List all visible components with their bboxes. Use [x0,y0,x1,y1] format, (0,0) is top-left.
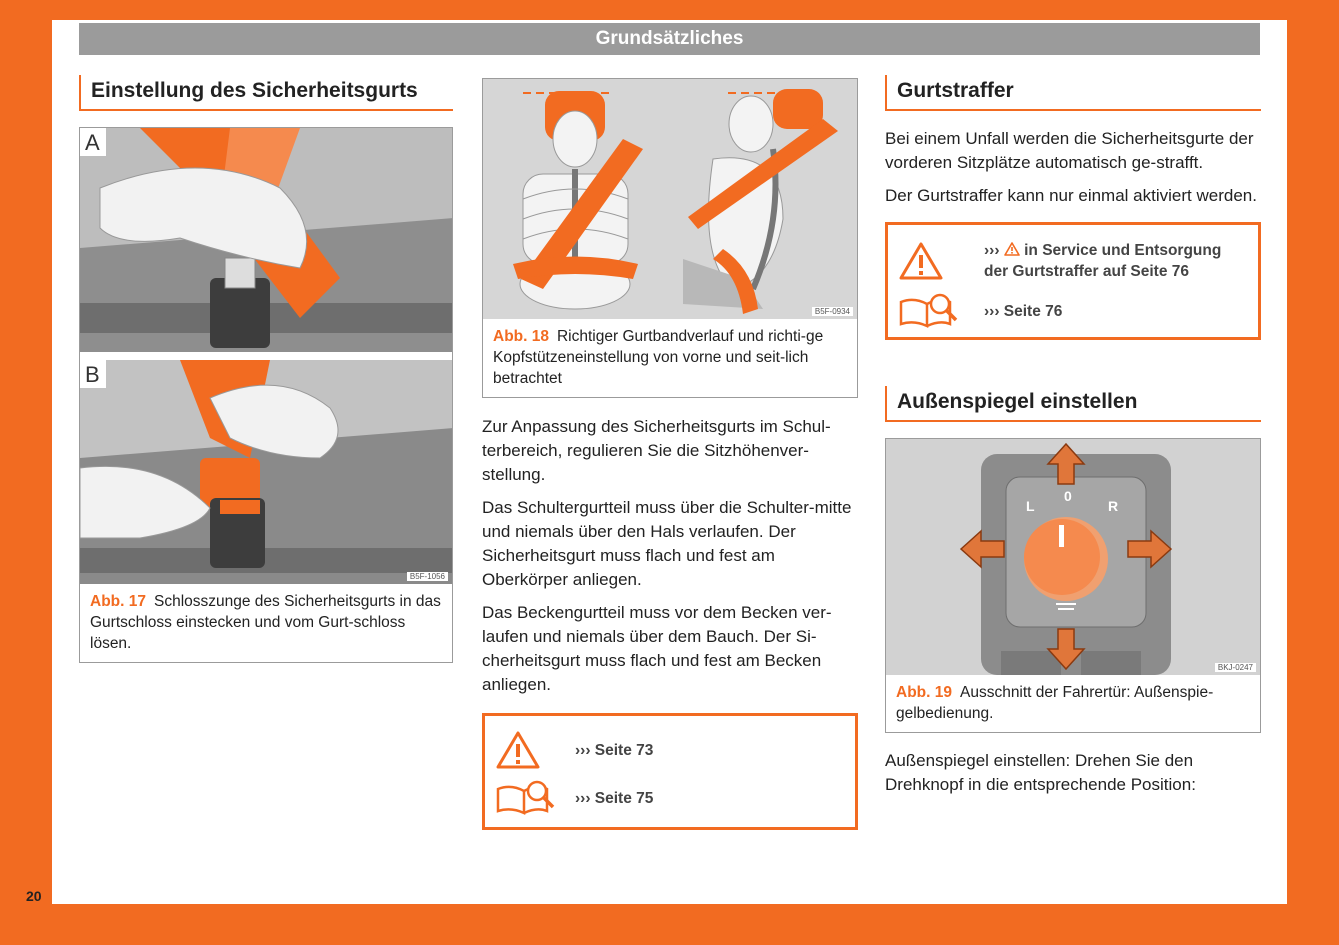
page-number: 20 [26,888,42,904]
paragraph: Außenspiegel einstellen: Drehen Sie den Drehknopf in die entsprechende Position: [885,751,1196,794]
figure-caption-text: Richtiger Gurtbandverlauf und richti-ge Kopfstützeneinstellung von vorne und seit-lich betrachtet [493,328,824,387]
warning-reference-text: in Service und Entsorgung der Gurtstraffer auf Seite 76 [984,242,1222,280]
figure-code: B5F-0934 [812,307,853,316]
book-magnifier-icon [495,779,575,817]
paragraph: Bei einem Unfall werden die Sicherheitsgurte der vorderen Sitzplätze automatisch ge-strafft. [885,129,1254,172]
section-title-mirror: Außenspiegel einstellen [885,386,1261,422]
panel-b-label: B [85,362,100,387]
manual-reference-row [495,774,845,822]
panel-a-label: A [85,130,100,155]
figure-caption-text: Ausschnitt der Fahrertür: Außenspie-gelbedienung. [896,684,1214,722]
paragraph: Der Gurtstraffer kann nur einmal aktiviert werden. [885,186,1257,205]
manual-reference-link[interactable]: ››› Seite 76 [984,302,1063,320]
reference-box [482,713,858,830]
section-title-seatbelt: Einstellung des Sicherheitsgurts [79,75,453,111]
mirror-knob-image [886,439,1260,675]
figure-code: B5F-1056 [407,572,448,581]
figure-caption-text: Schlosszunge des Sicherheitsgurts in das Gurtschloss einstecken und vom Gurt-schloss lösen. [90,593,441,652]
seatbelt-buckle-image [80,128,452,584]
warning-reference-link[interactable] [984,240,1248,282]
mirror-neutral-label: 0 [1064,488,1072,504]
book-magnifier-icon [898,292,984,330]
column-right [885,75,1261,806]
seatbelt-buckle-illustration [80,128,452,584]
mirror-right-label: R [1108,498,1119,514]
warning-icon [495,730,575,770]
reference-box [885,222,1261,340]
mirror-control-illustration [886,439,1260,675]
figure-code: BKJ-0247 [1215,663,1256,672]
figure-19 [885,438,1261,733]
reference-arrows: ››› [984,242,1000,259]
paragraph: Das Beckengurtteil muss vor dem Becken ver-laufen und niemals über dem Bauch. Der Si-cherheitsgurt muss flach und fest am Becken anliegen. [482,603,832,694]
manual-reference-row [898,289,1248,333]
figure-number: Abb. 18 [493,328,549,345]
column-left [79,75,453,663]
warning-reference-row [898,233,1248,289]
skeleton-belt-image [483,79,857,319]
figure-17 [79,127,453,663]
belt-routing-illustration [483,79,857,319]
paragraph: Das Schultergurtteil muss über die Schulter-mitte und niemals über den Hals verlaufen. Der Sicherheitsgurt muss flach und fest am Oberkörper anliegen. [482,498,852,589]
mirror-left-label: L [1026,498,1035,514]
figure-18 [482,78,858,398]
figure-caption [886,675,1260,732]
small-warning-icon [1004,242,1020,256]
figure-caption [80,584,452,662]
figure-caption [483,319,857,397]
warning-icon [898,241,984,281]
figure-number: Abb. 19 [896,684,952,701]
warning-reference-link[interactable]: ››› Seite 73 [575,741,654,759]
warning-reference-row [495,726,845,774]
column-middle [482,78,858,830]
section-title-belt-tensioner: Gurtstraffer [885,75,1261,111]
body-text [482,415,858,697]
paragraph: Zur Anpassung des Sicherheitsgurts im Schul-terbereich, regulieren Sie die Sitzhöhenver-stellung. [482,417,831,484]
manual-reference-link[interactable]: ››› Seite 75 [575,789,654,807]
figure-number: Abb. 17 [90,593,146,610]
page-header: Grundsätzliches [79,23,1260,55]
